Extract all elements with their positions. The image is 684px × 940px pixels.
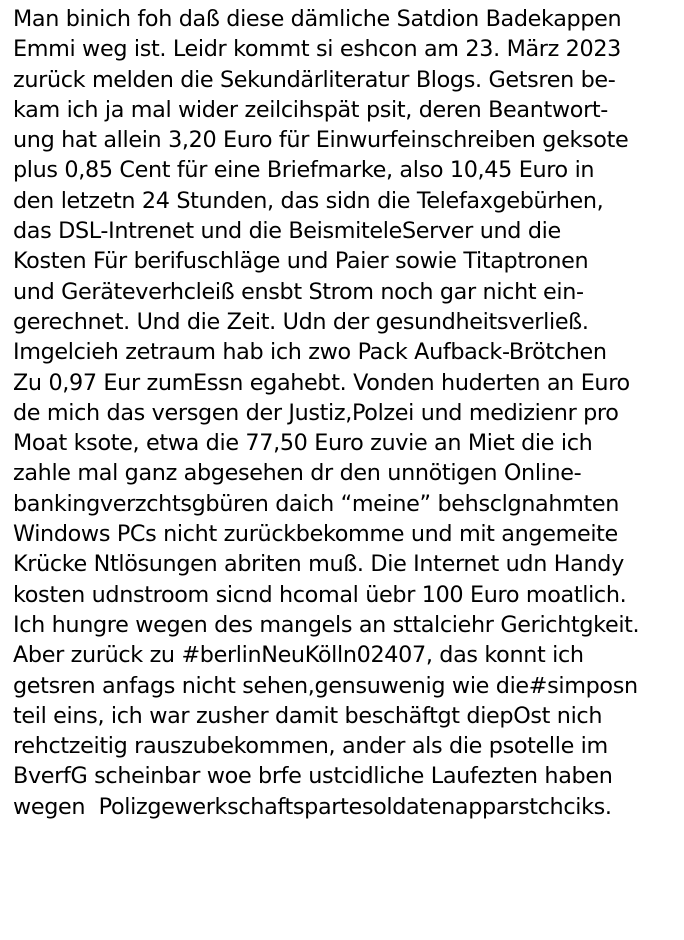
text-line-11: gerechnet. Und die Zeit. Udn der gesundheitsverließ.	[13, 308, 589, 335]
text-line-10: und Geräteverhcleiß ensbt Strom noch gar nicht ein-	[13, 278, 584, 305]
text-line-12: Imgelcieh zetraum hab ich zwo Pack Aufback-Brötchen	[13, 339, 607, 366]
text-line-3: zurück melden die Sekundärliteratur Blogs. Getsren be-	[13, 66, 616, 93]
text-line-25: rehctzeitig rauszubekommen, ander als die psotelle im	[13, 733, 608, 760]
text-line-20: kosten udnstroom sicnd hcomal üebr 100 Euro moatlich.	[13, 581, 627, 608]
text-line-16: zahle mal ganz abgesehen dr den unnötigen Online-	[13, 460, 582, 487]
text-line-19: Krücke Ntlösungen abriten muß. Die Internet udn Handy	[13, 551, 624, 578]
text-line-21: Ich hungre wegen des mangels an sttalciehr Gerichtgkeit.	[13, 611, 640, 638]
text-line-2: Emmi weg ist. Leidr kommt si eshcon am 23. März 2023	[13, 36, 622, 63]
text-line-23: getsren anfags nicht sehen,gensuwenig wie die#simposn	[13, 672, 638, 699]
text-line-13: Zu 0,97 Eur zumEssn egahebt. Vonden huderten an Euro	[13, 369, 630, 396]
text-line-1: Man binich foh daß diese dämliche Satdion Badekappen	[13, 6, 622, 32]
text-line-5: ung hat allein 3,20 Euro für Einwurfeinschreiben geksote	[13, 127, 629, 154]
text-line-24: teil eins, ich war zusher damit beschäftgt diepOst nich	[13, 702, 603, 729]
text-line-26: BverfG scheinbar woe brfe ustcidliche Laufezten haben	[13, 763, 613, 790]
text-line-14: de mich das versgen der Justiz,Polzei und medizienr pro	[13, 399, 619, 426]
text-line-6: plus 0,85 Cent für eine Briefmarke, also 10,45 Euro in	[13, 157, 595, 184]
text-line-17: bankingverzchtsgbüren daich “meine” behsclgnahmten	[13, 490, 620, 517]
text-line-9: Kosten Für berifuschläge und Paier sowie Titaptronen	[13, 248, 589, 275]
text-line-8: das DSL-Intrenet und die BeismiteleServer und die	[13, 218, 561, 245]
text-line-27: wegen Polizgewerkschaftspartesoldatenapparstchciks.	[13, 793, 612, 820]
text-line-7: den letzetn 24 Stunden, das sidn die Telefaxgebürhen,	[13, 187, 604, 214]
text-line-4: kam ich ja mal wider zeilcihspät psit, deren Beantwort-	[13, 96, 608, 123]
text-line-18: Windows PCs nicht zurückbekomme und mit angemeite	[13, 521, 618, 548]
text-line-22: Aber zurück zu #berlinNeuKölln02407, das konnt ich	[13, 642, 584, 669]
body-text	[13, 4, 681, 822]
text-line-15: Moat ksote, etwa die 77,50 Euro zuvie an Miet die ich	[13, 430, 593, 457]
